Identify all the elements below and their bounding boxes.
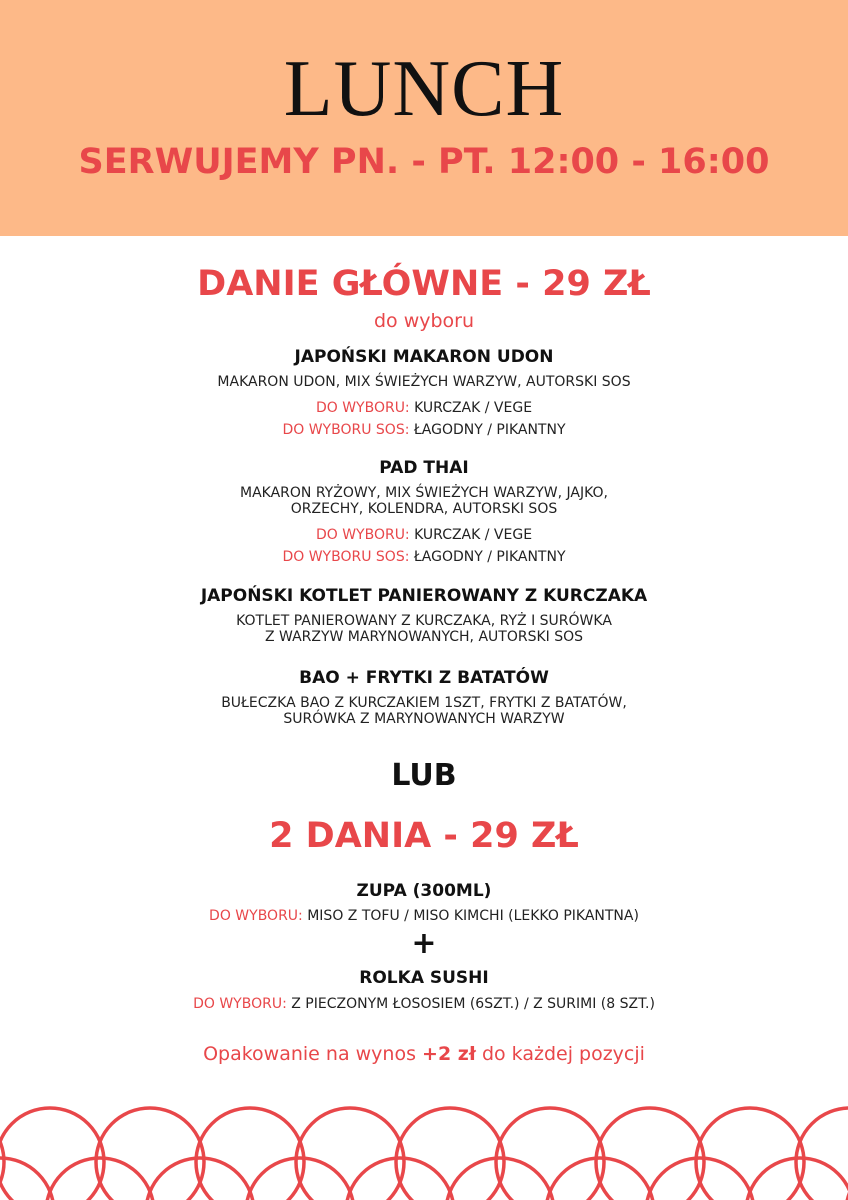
scallop-arc (96, 1108, 204, 1200)
plus-sign: + (411, 926, 437, 961)
scallop-arc (196, 1108, 304, 1200)
sushi-option (0, 996, 848, 1012)
scallop-arc (696, 1108, 804, 1200)
option-label: DO WYBORU: (209, 908, 303, 924)
dish-option (0, 527, 848, 543)
dish-description: MAKARON RYŻOWY, MIX ŚWIEŻYCH WARZYW, JAJKO, (240, 485, 608, 501)
dish-description: BUŁECZKA BAO Z KURCZAKIEM 1SZT, FRYTKI Z BATATÓW, (221, 695, 627, 711)
takeaway-note-text-end: do każdej pozycji (475, 1043, 645, 1065)
dish-name: BAO + FRYTKI Z BATATÓW (299, 668, 549, 688)
scallop-arc (396, 1108, 504, 1200)
serving-hours: SERWUJEMY PN. - PT. 12:00 - 16:00 (78, 142, 770, 182)
dish-description: MAKARON UDON, MIX ŚWIEŻYCH WARZYW, AUTORSKI SOS (217, 374, 631, 390)
option-label: DO WYBORU SOS: (282, 422, 410, 438)
option-label: DO WYBORU: (193, 996, 287, 1012)
scallop-arc (496, 1108, 604, 1200)
option-label: DO WYBORU: (315, 400, 410, 416)
dish-description: KOTLET PANIEROWANY Z KURCZAKA, RYŻ I SURÓWKA (236, 613, 612, 629)
scallop-arc (296, 1108, 404, 1200)
or-separator: LUB (391, 758, 457, 793)
takeaway-note-text: Opakowanie na wynos (203, 1043, 423, 1065)
option-label: DO WYBORU: (315, 527, 410, 543)
takeaway-note (0, 1043, 848, 1065)
dish-description: Z WARZYW MARYNOWANYCH, AUTORSKI SOS (264, 629, 584, 645)
combo-section-title: 2 DANIA - 29 ZŁ (269, 816, 579, 856)
option-value: ŁAGODNY / PIKANTNY (413, 549, 566, 565)
option-value: KURCZAK / VEGE (414, 400, 533, 416)
scallop-pattern-decoration (0, 1100, 848, 1200)
main-section-title: DANIE GŁÓWNE - 29 ZŁ (197, 264, 651, 304)
option-value: ŁAGODNY / PIKANTNY (413, 422, 566, 438)
dish-option (0, 549, 848, 565)
option-value: Z PIECZONYM ŁOSOSIEM (6SZT.) / Z SURIMI (8 SZT.) (291, 996, 655, 1012)
takeaway-price: +2 zł (422, 1043, 476, 1065)
soup-name: ZUPA (300ML) (356, 881, 492, 901)
dish-description: ORZECHY, KOLENDRA, AUTORSKI SOS (290, 501, 558, 517)
dish-option (0, 422, 848, 438)
main-section-subtitle: do wyboru (373, 310, 475, 332)
option-label: DO WYBORU SOS: (282, 549, 410, 565)
scallop-arc (596, 1108, 704, 1200)
dish-name: PAD THAI (379, 458, 469, 478)
soup-option (0, 908, 848, 924)
dish-name: JAPOŃSKI KOTLET PANIEROWANY Z KURCZAKA (200, 586, 648, 606)
dish-name: JAPOŃSKI MAKARON UDON (294, 347, 554, 367)
option-value: MISO Z TOFU / MISO KIMCHI (LEKKO PIKANTNA) (307, 908, 639, 924)
page-title: LUNCH (283, 45, 565, 133)
dish-option (0, 400, 848, 416)
option-value: KURCZAK / VEGE (414, 527, 533, 543)
dish-description: SURÓWKA Z MARYNOWANYCH WARZYW (283, 711, 565, 727)
sushi-name: ROLKA SUSHI (359, 968, 489, 988)
